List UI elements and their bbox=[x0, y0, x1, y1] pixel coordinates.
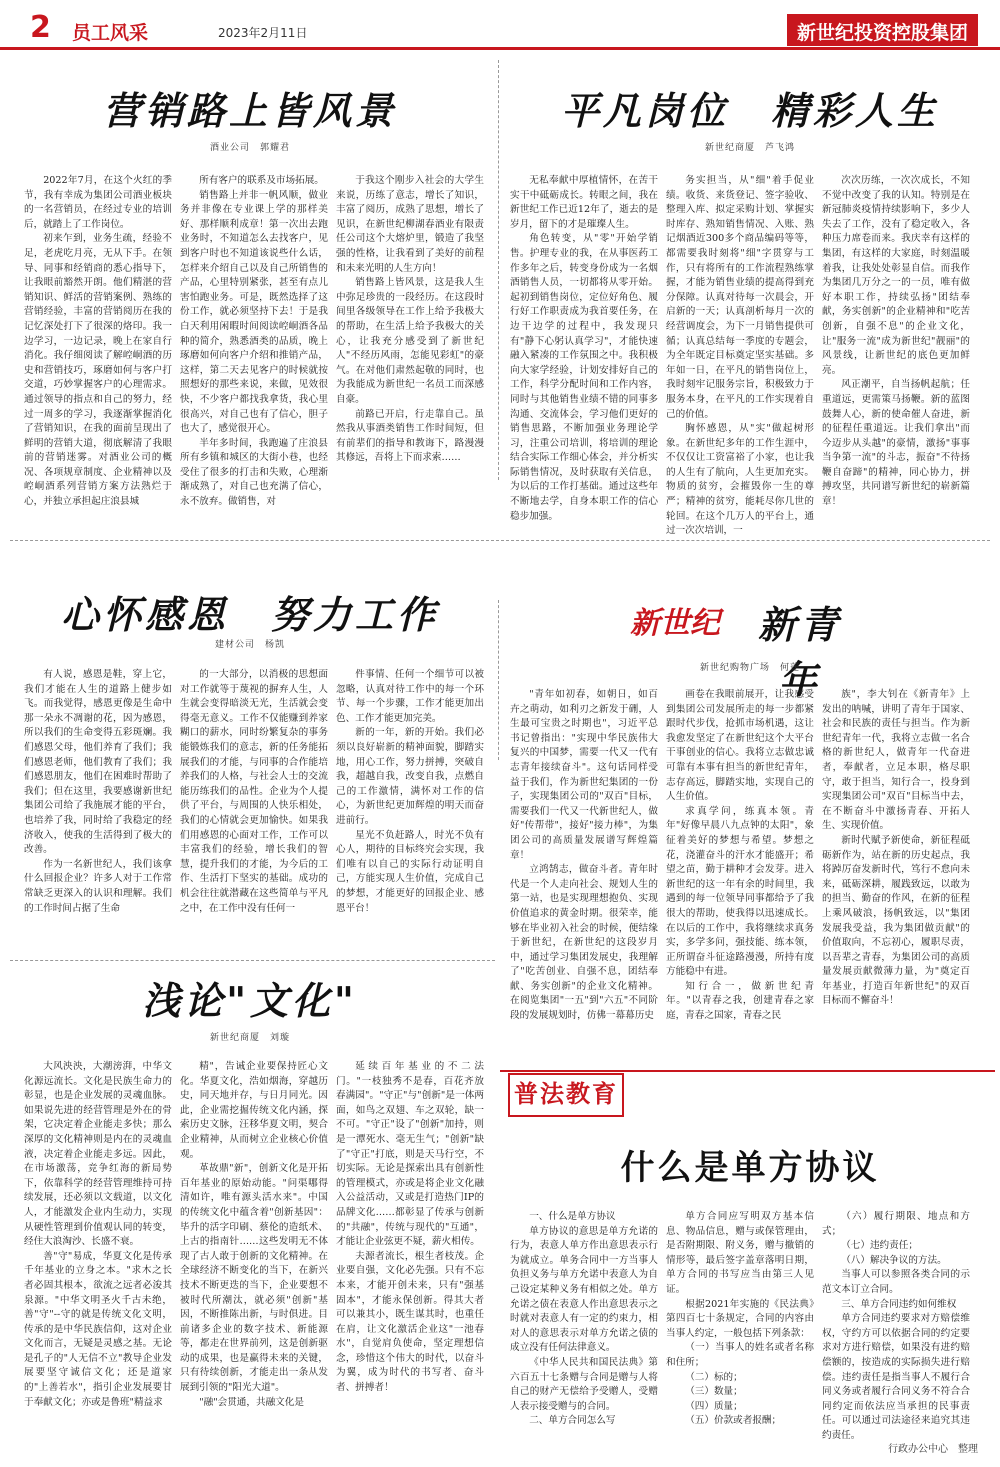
article-title: 营销路上皆风景 bbox=[102, 88, 397, 133]
article-column: 画卷在我眼前展开，让我感受到集团公司发展所走的每一步都紧跟时代步伐，抢抓市场机遇，这让我愈发坚定了在新世纪这个大平台干事创业的信心。我将立志做忠诚可靠有本事有担当的新世纪青年，志存高远，脚踏实地，实现自己的人生价值。 求真学问，练真本领。青年"好像早晨八九点钟的太阳"，象征着美好的梦想与希望。梦想之花，浇灌奋斗的汗水才能盛开；希望之苗，勤于耕种才会发芽。进入新世纪的这一年有余的时间里，我遇到的每一位领导同事都给予了我很大的帮助，使我得以迅速成长。在以后的工作中，我将继续求真务实，多学多问，强技能、练本领，正所谓奋斗征途路漫漫，所持有度方能稳中有进。 知行合一，做新世纪青年。"以青春之我，创建青春之家庭，青春之国家，青春之民 bbox=[666, 689, 814, 1022]
article-credit: 行政办公中心 整理 bbox=[888, 1444, 978, 1455]
article-column: 有人说，感恩是鞋，穿上它，我们才能在人生的道路上健步如飞。而我觉得，感恩更像是生命中那一朵永不凋谢的花，因为感恩，所以我们的生命变得五彩斑斓。我们感恩父母，他们养育了我们；我们感恩老师，他们教育了我们；我们感恩朋友，他们在困难时帮助了我们；但在这里，我要感谢新世纪集团公司给了我施展才能的平台，也培养了我，同时给了我稳定的经济收入，使我的生活得到了极大的改善。 作为一名新世纪人，我们该拿什么回报企业？许多人对于工作常常缺乏更深入的认识和理解。我们的工作时间占据了生命 bbox=[24, 669, 172, 914]
article-column: 延续百年基业的不二法门。"一枝独秀不是春，百花齐放春满园"。"守正"与"创新"是一体两面，如鸟之双翅、车之双轮，缺一不可。"守正"设了"创新"加持，则是一潭死水、毫无生气；"创新"缺了"守正"打底，则是天马行空，不切实际。无论是探索出具有创新性的管理模式，亦或是将企业文化融入公益活动，又或是打造热门IP的品牌文化……都彰显了传承与创新的"共融"，传统与现代的"互通"，才能让企业弦更不疑，薪火相传。 夫源者流长，根生者枝茂。企业要自强，文化必先强。只有不忘本来，才能开创未来，只有"强基固本"，才能永保创新。得其大者可以兼其小，既生谋其时，也重任在肩，让文化激活企业这"一池春水"，自觉肩负使命，坚定理想信念，珍惜这个伟大的时代，以奋斗为翼，成为时代的书写者、奋斗者、拼搏者！ bbox=[336, 1061, 484, 1394]
article-byline: 新世纪购物广场 何莲 bbox=[699, 663, 800, 673]
section-divider bbox=[10, 540, 990, 541]
column-divider bbox=[498, 60, 499, 480]
masthead bbox=[0, 0, 1000, 50]
article-column: （六）履行期限、地点和方式； （七）违约责任； （八）解决争议的方法。 当事人可以参照各类合同的示范文本订立合同。 三、单方合同违约如何维权 单方合同违约要求对方赔偿维权，守约方可以依据合同的约定要求对方进行赔偿，如果没有进约赔偿额的，按造成的实际损失进行赔偿。违约责任是指当事人不履行合同义务或者履行合同义务不符合合同约定而依法应当承担的民事责任。可以通过司法途径来追究其违约责任。 bbox=[822, 1211, 970, 1441]
article-byline: 酒业公司 郭耀君 bbox=[209, 143, 290, 153]
page-number: 2 bbox=[30, 10, 51, 45]
article-column: 无私奉献中厚植情怀，在苦干实干中砥砺成长。转眼之间，我在新世纪工作已近12年了，逝去的是岁月，留下的才是璀璨人生。 角色转变，从"零"开始学销售。护理专业的我，在从事医药工作多年之后，转变身份成为一名烟酒销售人员，一切都将从零开始。起初到销售岗位，定位好角色、履行好工作职责成为我首要任务，在边干边学的过程中，我发现只有"静下心躬认真学习"，才能快速融入紧凑的工作氛围之中。我积极向大家学经验，计划安排好自己的工作，科学分配时间和工作内容，同时与其他销售业绩不错的同事多沟通、交流体会，学习他们更好的销售思路，不断加强业务理论学习，注重公司培训，将培训的理论结合实际工作细心体会，并分析实际销售情况，及时获取有关信息，为以后的工作打基础。通过这些年不断地去学，自身本职工作的信心稳步加强。 bbox=[510, 175, 658, 522]
issue-date: 2023年2月11日 bbox=[218, 26, 308, 40]
article-column: 大风泱泱，大潮滂湃，中华文化源远流长。文化是民族生命力的彰显，也是企业发展的灵魂血脉。如果说先进的经营管理是外在的骨架，它决定着企业能走多快；那么深厚的文化精神则是内在的灵魂血液，决定着企业能走多远。因此，在市场激荡，竞争红海的新局势下，依靠科学的经营管理维持可持续发展，还必须以文载道，以文化人，才能激发企业内生动力，实现从硬性管理到价值观认同的转变，经住大浪淘沙、长盛不衰。 善"守"易成，华夏文化是传承千年基业的立身之本。"求木之长者必固其根本，欲流之远者必浚其泉源。"中华文明圣火千古未绝，善"守"--守的就是传统文化文明，传承的是中华民族信仰，这对企业文化而言，无疑是灵感之基。无论是孔子的"人无信不立"教导企业发展要坚守诚信文化；还是道家的"上善若水"，指引企业发展要甘于奉献文化；亦或是鲁班"精益求 bbox=[24, 1061, 172, 1408]
article-column: 一、什么是单方协议 单方协议的意思是单方允诺的行为，表意人单方作出意思表示行为就成立。单务合同中一方当事人负担义务与单方允诺中表意人为自己设定某种义务有相似之处。单方允诺之债在表意人作出意思表示之时就对表意人有一定的约束力，相对人的意思表示对单方允诺之债的成立没有任何法律意义。 《中华人民共和国民法典》第六百五十七条赠与合同是赠与人将自己的财产无偿给予受赠人，受赠人表示接受赠与的合同。 二、单方合同怎么写 bbox=[510, 1211, 658, 1427]
article-title: 平凡岗位 精彩人生 bbox=[560, 88, 939, 133]
article-column: 务实担当，从"细"着手促业绩。收货、来货登记、签字验收、整理入库、拟定采购计划、掌握实时库存、熟知销售情况、入账、熟记烟酒近300多个商品编码等等，都需要我时刻将"细"字贯穿与工作，只有将所有的工作流程熟练掌握，才能为销售业绩的提高得到充分保障。认真对待每一次晨会，开启新的一天；认真剖析每月一次的经营调度会，为下一月销售提供可循；认真总结每一季度的专题会，为全年既定目标奠定坚实基础。多年如一日，在平凡的销售岗位上，我时刻牢记服务宗旨，积极致力于服务本身，在平凡的工作实现着自己的价值。 胸怀感恩，从"实"做起树形象。在新世纪多年的工作生涯中，不仅仅让工资富裕了小家，也让我的人生有了航向，人生更加充实。物质的贫穷，会摧毁你一生的尊严；精神的贫穷，能耗尽你几世的轮回。在这个几万人的平台上，通过一次次培训，一 bbox=[666, 175, 814, 537]
brand-seal: 新世纪 bbox=[630, 606, 720, 641]
article-column: 2022年7月，在这个火红的季节，我有幸成为集团公司酒业板块的一名营销员，在经过专业的培训后，就踏上了工作岗位。 初来乍到，业务生疏，经验不足，老虎吃月亮，无从下手。在领导、同事和经销商的悉心指导下，让我眼前豁然开朗。他们精湛的营销知识、鲜活的营销案例、熟练的营销经验，丰富的营销阅历在我的记忆深处打下了很深的烙印。我一边学习，一边记录，晚上在家自行消化。我仔细阅读了解崆峒酒的历史和营销技巧，琢磨如何与客户打交道，巧妙掌握客户的心理需求。通过领导的指点和自己的努力，经过一周多的学习，我逐渐掌握消化了营销知识，在我的面前呈现出了鲜明的营销大道，彻底解清了我眼前的营销迷雾。对酒业公司的概况、各项规章制度、企业精神以及崆峒酒系列营销方案方法熟烂于心，并独立承担起庄浪县城 bbox=[24, 175, 172, 508]
article-column: 件事情、任何一个细节可以被忽略，认真对待工作中的每一个环节、每一个步骤，工作才能更加出色、工作才能更加完美。 新的一年，新的开始。我们必须以良好崭新的精神面貌，脚踏实地，用心工作，努力拼搏，突破自我，超越自我，改变自我，点燃自己的工作激情，满怀对工作的信心，为新世纪更加辉煌的明天而奋进前行。 星光不负赶路人，时光不负有心人，期待的目标终究会实现，我们唯有以自己的实际行动证明自己，方能实现人生价值，完成自己的梦想，才能更好的回报企业、感恩平台！ bbox=[336, 669, 484, 914]
column-divider bbox=[498, 600, 499, 760]
article-title: 什么是单方协议 bbox=[620, 1148, 880, 1188]
law-tag: 普法教育 bbox=[508, 1073, 624, 1117]
article-column: "青年如初春，如朝日，如百卉之萌动，如利刃之新发于硎，人生最可宝贵之时期也"，习近平总书记曾指出："实现中华民族伟大复兴的中国梦，需要一代又一代有志青年接续奋斗"。这句话同样受益于我们，作为新世纪集团的一份子，实现集团公司的"双百"目标，需要我们一代又一代新世纪人，做好"传帮带"，接好"接力棒"，为集团公司的高质量发展谱写辉煌篇章！ 立鸿鹄志，做奋斗者。青年时代是一个人走向社会、规划人生的第一站，也是实现理想抱负、实现价值追求的黄金时期。很荣幸，能够在毕业初入社会的时候，便结缘于新世纪，在新世纪的这段岁月中，通过学习集团发展史，我理解了"吃苦创业、自强不息，团结奉献、务实创新"的企业文化精神。在阅览集团"一五"到"六五"不同阶段的发展规划时，仿佛一幕幕历史 bbox=[510, 689, 658, 1022]
article-byline: 新世纪商厦 刘璇 bbox=[209, 1033, 290, 1043]
article-title: 浅论"文化" bbox=[142, 978, 358, 1023]
article-column: 所有客户的联系及市场拓展。 销售路上并非一帆风顺，做业务并非像在专业课上学的那样美好、那样顺利成章！第一次出去跑业务时，不知道怎么去找客户，见到客户时也不知道该说些什么话，怎样来介绍自己以及自己所销售的产品，心里特别紧张，甚至有点儿害怕跑业务。可是，既然选择了这份工作，就必须坚持下去！于是我白天利用闲暇时间阅读崆峒酒各品种的简介，熟悉酒类的品质，晚上琢磨如何向客户介绍和推销产品，这样，第二天去见客户的时候就按照想好的那些来说，来做，见效很快，不少客户都找我拿货，我心里很高兴，对自己也有了信心，胆子也大了，感觉很开心。 半年多时间，我跑遍了庄浪县所有乡镇和城区的大街小巷，也经受住了很多的打击和失败，心理渐渐成熟了，对自己也充满了信心，永不放弃。做销售，对 bbox=[180, 175, 328, 508]
article-column: 于我这个刚步入社会的大学生来说，历练了意志，增长了知识，丰富了阅历，成熟了思想，增长了见识，在新世纪柳湖春酒业有限责任公司这个大熔炉里，锻造了我坚强的性格，让我看到了美好的前程和未来光明的人生方向！ 销售路上皆风景，这是我人生中弥足珍贵的一段经历。在这段时间里各级领导在工作上给予我极大的帮助，在生活上给予我极大的关心，让我充分感受到了新世纪人"不经历风雨，怎能见彩虹"的豪气。在对他们肃然起敬的同时，也为我能成为新世纪一名员工而深感自豪。 前路已开启，行走靠自己。虽然我从事酒类销售工作时间短，但有前辈们的指导和教诲下，路漫漫其修远，吾将上下而求索…… bbox=[336, 175, 484, 464]
section-title: 员工风采 bbox=[72, 22, 149, 44]
article-byline: 新世纪商厦 芦飞鸿 bbox=[704, 143, 795, 153]
article-column: 精"，告诫企业要保持匠心文化。华夏文化，浩如烟海，穿越历史，同天地并存，与日月同光。因此，企业需挖掘传统文化内涵，探索历史文脉，汪移华夏文明，契合企业精神，从而树立企业核心价值观。 革故鼎"新"，创新文化是开拓百年基业的原始动能。"问渠哪得清如许，唯有源头活水来"。中国的传统文化中蕴含着"创新基因"：毕升的活字印刷、蔡伦的造纸术、上古的指南针……这些发明无不体现了古人敢于创新的文化精神。在全球经济不断变化的当下，在新兴技术不断更迭的当下，企业要想不被时代所潮汰，就必须"创新"基因，不断推陈出新，与时俱进。目前诸多企业的数字技术、新能源等，都走在世界前列，这是创新驱动的成果，也是赢得未来的关键，只有待续创新，才能走出一条从发展到引领的"阳光大道"。 "融"会贯通，共融文化是 bbox=[180, 1061, 328, 1408]
article-title: 新青年 bbox=[757, 602, 842, 702]
brand-logo: 新世纪投资控股集团 bbox=[787, 14, 978, 46]
article-title: 心怀感恩 努力工作 bbox=[60, 592, 439, 637]
article-byline: 建材公司 杨凯 bbox=[214, 640, 285, 650]
article-column: 族"，李大钊在《新青年》上发出的呐喊，讲明了青年于国家、社会和民族的责任与担当。作为新世纪青年一代，我将立志做一名合格的新世纪人，做青年一代奋进者，奉献者，立足本职，格尽职守，敢于担当，知行合一，投身到实现集团公司"双百"目标当中去，在不断奋斗中激扬青春、开拓人生、实现价值。 新时代赋予新使命，新征程砥砺新作为，站在新的历史起点，我将踔厉奋发新时代，笃行不怠向未来，砥砺深耕，履践致远，以敢为的担当、勤奋的作风，在新的征程上乘风破浪，扬帆致远，以"集团发展我受益，我为集团做贡献"的价值取向，不忘初心，履职尽责，以吾辈之青春，为集团公司的高质量发展贡献微薄力量，为"奠定百年基业，打造百年新世纪"的双百目标而不懈奋斗！ bbox=[822, 689, 970, 1007]
article-column: 的一大部分，以消极的思想面对工作就等于蔑视的摒弃人生，人生就会变得暗淡无光，生活就会变得毫无意义。工作不仅能赚到养家糊口的薪水，同时纷繁复杂的事务能锻炼我们的意志，新的任务能拓展我们的才能，与同事的合作能培养我们的人格，与社会人士的交流能历练我们的品性。企业为个人提供了平台，与周围的人快乐相处，我们的心情就会更加愉快。如果我们用感恩的心面对工作，工作可以丰富我们的经验，增长我们的智慧，提升我们的才能，为今后的工作、生活打下坚实的基础。成功的机会往往就潜藏在这些简单与平凡之中，在工作中没有任何一 bbox=[180, 669, 328, 914]
article-column: 单方合同应写明双方基本信息、物品信息，赠与或保管理由，是否附期限、附义务，赠与撤销的情形等，最后签字盖章落明日期，单方合同的书写应当由第三人见证。 根据2021年实施的《民法典》第四百七十条规定，合同的内容由当事人约定，一般包括下列条款： （一）当事人的姓名或者名称和住所； （二）标的； （三）数量； （四）质量； （五）价款或者报酬； bbox=[666, 1211, 814, 1427]
article-column: 次次历练，一次次成长，不知不觉中改变了我的认知。特别是在新冠肺炎疫情持续影响下，多少人失去了工作，没有了稳定收入，各种压力席卷而来。我庆幸有这样的集团，有这样的大家庭，时刻温暖着我，让我处处彰显自信。而我作为集团几万分之一的一员，唯有做好本职工作，持续弘扬"团结奉献，务实创新"的企业精神和"吃苦创新，自强不息"的企业文化，让"服务一流"成为新世纪"靓丽"的风景线，让新世纪的底色更加鲜亮。 风正潮平，自当扬帆起航；任重道远，更需策马扬鞭。新的蓝图鼓舞人心，新的使命催人奋进，新的征程任重道远。让我们拿出"而今迈步从头越"的豪情，激扬"事事当争第一流"的斗志，振奋"不待扬鞭自奋蹄"的精神，同心协力，拼搏攻坚，共同谱写新世纪的崭新篇章！ bbox=[822, 175, 970, 508]
section-divider bbox=[10, 960, 495, 961]
